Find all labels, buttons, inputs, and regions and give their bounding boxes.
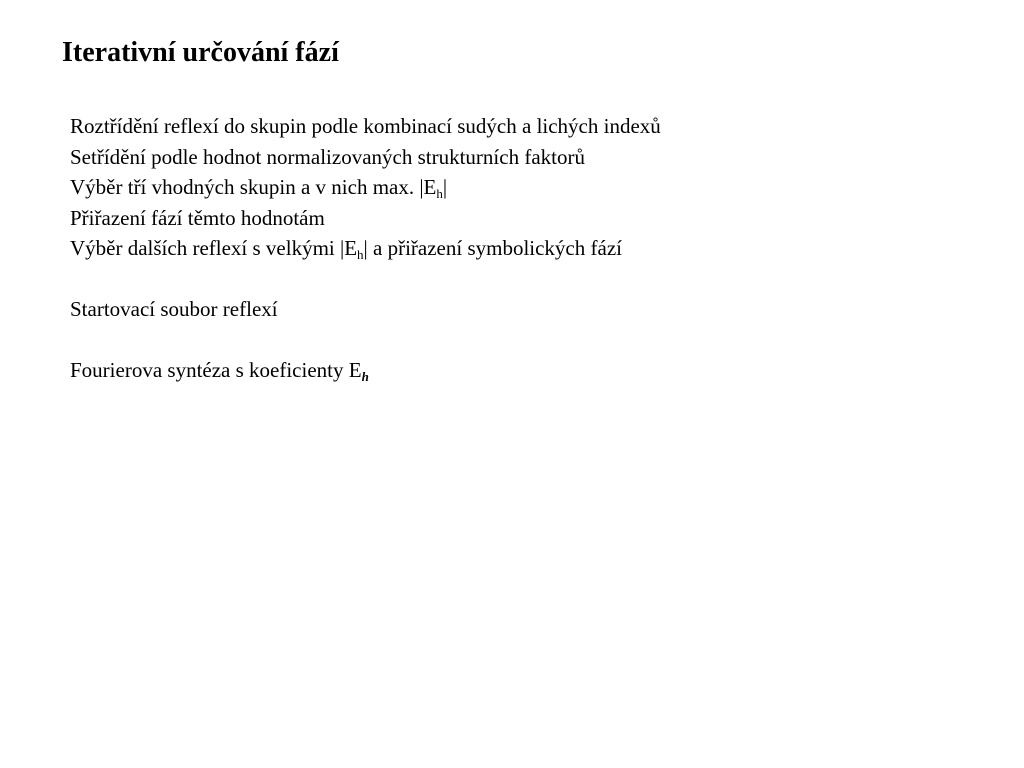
step-sort-by-normalized-factors: Setřídění podle hodnot normalizovaných strukturních faktorů bbox=[70, 144, 585, 169]
step-sort-by-index-parity: Roztřídění reflexí do skupin podle kombinací sudých a lichých indexů bbox=[70, 114, 661, 138]
step-select-more-reflections bbox=[70, 233, 661, 264]
step-assign-phases: Přiřazení fází těmto hodnotám bbox=[70, 205, 325, 230]
step-select-more-reflections-text: Výběr dalších reflexí s velkými |E bbox=[70, 236, 358, 260]
subscript-h: h bbox=[357, 247, 364, 262]
spacer bbox=[70, 264, 661, 295]
subscript-h-bold-italic: h bbox=[361, 369, 369, 384]
fourier-synthesis-text: Fourierova syntéza s koeficienty E bbox=[70, 358, 362, 382]
abs-bar: | bbox=[442, 175, 448, 199]
slide-title: Iterativní určování fází bbox=[62, 37, 339, 68]
slide-body bbox=[70, 111, 661, 386]
step-select-three-groups-text: Výběr tří vhodných skupin a v nich max. |E bbox=[70, 175, 437, 199]
starting-set-label: Startovací soubor reflexí bbox=[70, 297, 278, 321]
fourier-synthesis-line bbox=[70, 355, 661, 386]
step-select-more-reflections-tail: | a přiřazení symbolických fází bbox=[363, 236, 622, 260]
subscript-h: h bbox=[436, 186, 443, 201]
step-select-three-groups bbox=[70, 172, 661, 203]
spacer bbox=[70, 325, 661, 356]
